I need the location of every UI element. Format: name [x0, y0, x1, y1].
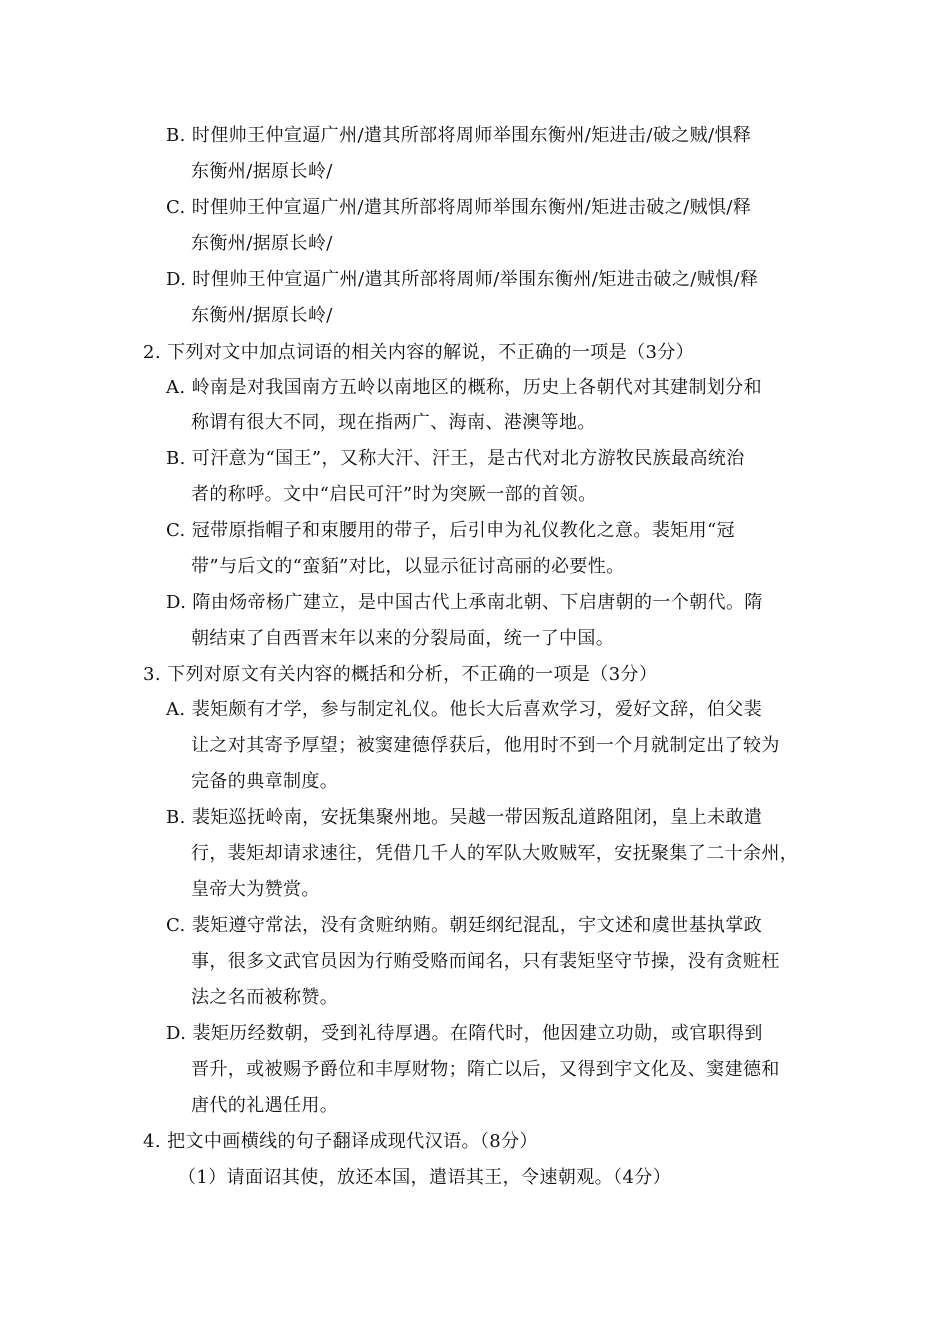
q2-option-d-line-1: D. 隋由炀帝杨广建立，是中国古代上承南北朝、下启唐朝的一个朝代。隋: [166, 592, 763, 613]
q2-option-b-line-2: 者的称呼。文中“启民可汗”时为突厥一部的首领。: [191, 484, 597, 505]
question-3-stem: 3. 下列对原文有关内容的概括和分析，不正确的一项是（3分）: [143, 664, 658, 685]
q3-option-b-line-3: 皇帝大为赞赏。: [191, 879, 320, 900]
q3-option-c-line-3: 法之名而被称赞。: [191, 987, 339, 1008]
q3-option-b-line-1: B. 裴矩巡抚岭南，安抚集聚州地。吴越一带因叛乱道路阻闭，皇上未敢遣: [166, 807, 763, 828]
q3-option-a-line-1: A. 裴矩颇有才学，参与制定礼仪。他长大后喜欢学习，爱好文辞，伯父裴: [166, 699, 763, 720]
q2-option-a-line-2: 称谓有很大不同，现在指两广、海南、港澳等地。: [191, 412, 596, 433]
q2-option-b-line-1: B. 可汗意为“国王”，又称大汗、汗王，是古代对北方游牧民族最高统治: [166, 448, 745, 469]
q3-option-a-line-3: 完备的典章制度。: [191, 771, 339, 792]
question-4-stem: 4. 把文中画横线的句子翻译成现代汉语。（8分）: [143, 1131, 538, 1152]
q1-option-c-line-2: 东衡州/据原长岭/: [191, 233, 333, 254]
q2-option-a-line-1: A. 岭南是对我国南方五岭以南地区的概称，历史上各朝代对其建制划分和: [166, 377, 763, 398]
q1-option-d-line-2: 东衡州/据原长岭/: [191, 305, 333, 326]
q1-option-b-line-1: B. 时俚帅王仲宣逼广州/遣其所部将周师举围东衡州/矩进击/破之贼/惧释: [166, 125, 752, 146]
q3-option-d-line-2: 晋升，或被赐予爵位和丰厚财物；隋亡以后，又得到宇文化及、窦建德和: [191, 1059, 780, 1080]
q3-option-d-line-1: D. 裴矩历经数朝，受到礼待厚遇。在隋代时，他因建立功勋，或官职得到: [166, 1023, 763, 1044]
q2-option-d-line-2: 朝结束了自西晋末年以来的分裂局面，统一了中国。: [191, 628, 615, 649]
q3-option-c-line-1: C. 裴矩遵守常法，没有贪赃纳贿。朝廷纲纪混乱，宇文述和虞世基执掌政: [166, 915, 763, 936]
q4-subquestion-1: （1）请面诏其使，放还本国，遣语其王，令速朝观。（4分）: [178, 1167, 672, 1188]
q2-option-c-line-2: 带”与后文的“蛮貊”对比，以显示征讨高丽的必要性。: [191, 556, 625, 577]
q3-option-c-line-2: 事，很多文武官员因为行贿受赂而闻名，只有裴矩坚守节操，没有贪赃枉: [191, 951, 780, 972]
q1-option-b-line-2: 东衡州/据原长岭/: [191, 161, 333, 182]
q2-option-c-line-1: C. 冠带原指帽子和束腰用的带子，后引申为礼仪教化之意。裴矩用“冠: [166, 520, 735, 541]
question-2-stem: 2. 下列对文中加点词语的相关内容的解说，不正确的一项是（3分）: [143, 342, 695, 363]
q3-option-b-line-2: 行，裴矩却请求速往，凭借几千人的军队大败贼军，安抚聚集了二十余州，: [191, 843, 799, 864]
q1-option-c-line-1: C. 时俚帅王仲宣逼广州/遣其所部将周师举围东衡州/矩进击破之/贼惧/释: [166, 197, 752, 218]
q1-option-d-line-1: D. 时俚帅王仲宣逼广州/遣其所部将周师/举围东衡州/矩进击破之/贼惧/释: [166, 269, 759, 290]
q3-option-d-line-3: 唐代的礼遇任用。: [191, 1095, 339, 1116]
q3-option-a-line-2: 让之对其寄予厚望；被窦建德俘获后，他用时不到一个月就制定出了较为: [191, 735, 780, 756]
